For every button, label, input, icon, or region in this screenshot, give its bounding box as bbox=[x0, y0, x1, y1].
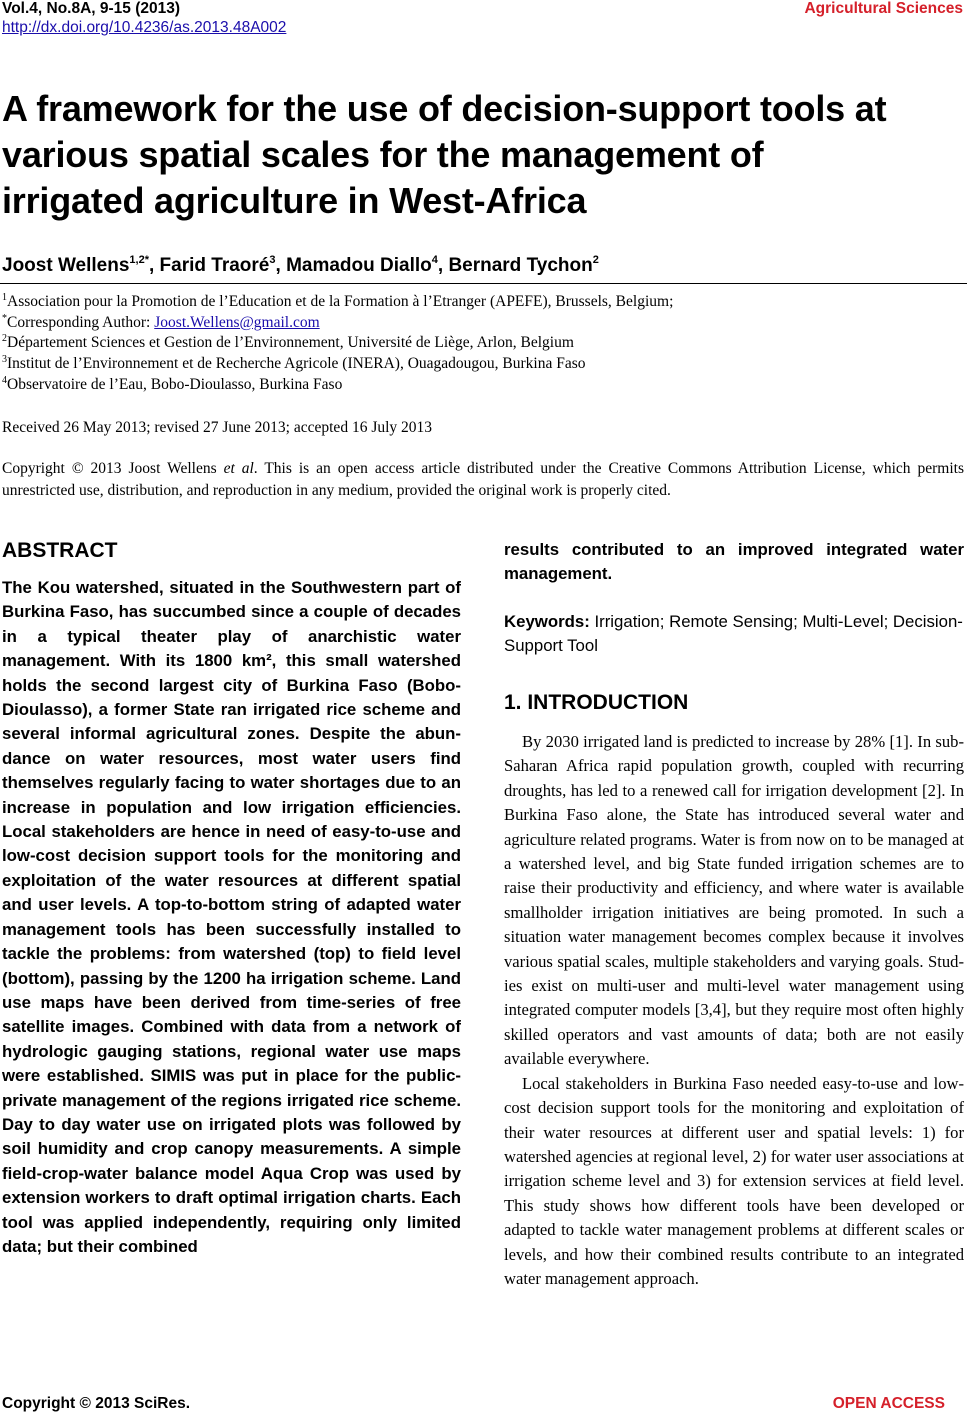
author-name: Farid Traoré bbox=[159, 255, 270, 276]
affiliation-item bbox=[2, 375, 962, 396]
affiliation-item bbox=[2, 354, 962, 375]
affiliation-text: Observatoire de l’Eau, Bobo-Dioulasso, Burkina Faso bbox=[7, 375, 343, 393]
affiliations bbox=[2, 292, 962, 396]
author-separator: , bbox=[437, 255, 449, 276]
author-separator: , bbox=[148, 255, 160, 276]
received-dates: Received 26 May 2013; revised 27 June 2013; accepted 16 July 2013 bbox=[2, 419, 433, 436]
title-line: irrigated agriculture in West-Africa bbox=[2, 180, 587, 221]
author-affiliation-mark: 1,2* bbox=[129, 254, 149, 266]
author-separator: , bbox=[275, 255, 287, 276]
author-list bbox=[2, 254, 599, 278]
author-name: Joost Wellens bbox=[2, 255, 130, 276]
author-name: Mamadou Diallo bbox=[286, 255, 432, 276]
section-heading-introduction: 1. INTRODUCTION bbox=[504, 691, 689, 714]
header-divider bbox=[0, 283, 967, 284]
affiliation-mark: 3 bbox=[2, 354, 7, 366]
affiliation-text: Corresponding Author: bbox=[7, 313, 155, 331]
affiliation-text: Institut de l’Environnement et de Recherche Agricole (INERA), Ouagadougou, Burkina Faso bbox=[7, 355, 586, 373]
affiliation-item bbox=[2, 333, 962, 354]
affiliation-mark: 2 bbox=[2, 333, 7, 345]
author-affiliation-mark: 4 bbox=[431, 254, 438, 266]
abstract-continuation: results contributed to an improved integrated water management. bbox=[504, 540, 964, 584]
affiliation-mark: 4 bbox=[2, 374, 7, 386]
corresponding-email-link[interactable]: Joost.Wellens@gmail.com bbox=[154, 313, 320, 331]
doi-link[interactable]: http://dx.doi.org/10.4236/as.2013.48A002 bbox=[2, 19, 287, 36]
affiliation-mark: * bbox=[2, 312, 7, 324]
paragraph: By 2030 irrigated land is predicted to increase by 28% [1]. In sub-Saharan Africa rapid population growth, coupled with recurring droughts, has led to a renewed call for irrigation development [2]. In Burkina Faso alone, the State has introduced several water and agriculture related programs. Water is from now on to be managed at a watershed level, and big State funded irrigation schemes are to raise their productivity and efficiency, and where water is available smallholder irrigation initiatives are being promoted. In such a situation water management becomes complex because it involves various spatial scales, multiple stakeholders and varying goals. Studies exist on multi-user and multi-level water management using integrated computer models [3,4], but they require most often highly skilled operators and vast amounts of data; both are not easily available everywhere. bbox=[504, 732, 964, 1069]
affiliation-text: Département Sciences et Gestion de l’Environnement, Université de Liège, Arlon, Belgium bbox=[7, 334, 574, 352]
affiliation-text: Association pour la Promotion de l’Education et de la Formation à l’Etranger (APEFE), Brussels, Belgium; bbox=[7, 293, 674, 310]
article-title bbox=[2, 86, 962, 224]
author-affiliation-mark: 2 bbox=[592, 254, 599, 266]
affiliation-item bbox=[2, 292, 962, 313]
copyright-text: Copyright © 2013 Joost Wellens bbox=[2, 460, 224, 477]
affiliation-item bbox=[2, 313, 962, 334]
keywords-label: Keywords: bbox=[504, 612, 590, 631]
title-line: A framework for the use of decision-support tools at bbox=[2, 88, 887, 129]
author-affiliation-mark: 3 bbox=[269, 254, 276, 266]
keywords bbox=[504, 610, 964, 659]
affiliation-mark: 1 bbox=[2, 292, 7, 303]
paragraph: Local stakeholders in Burkina Faso needed easy-to-use and low-cost decision support tools for the monitoring and exploitation of their water resources at different user and spatial levels: 1) for watershed agencies at regional level, 2) for water user associations at irrigation scheme level and 3) for extension services at field level. This study shows how different tools have been developed or adapted to tackle water management problems at different scales or levels, and how their combined results contribute to an integrated water management approach. bbox=[504, 1073, 964, 1288]
journal-reference: Vol.4, No.8A, 9-15 (2013) bbox=[2, 0, 181, 17]
abstract-body: The Kou watershed, situated in the Southwestern part of Burkina Faso, has succumbed since a couple of decades in a typical theater play of anarchistic water management. With its 1800 km², this small watershed holds the second largest city of Burkina Faso (Bobo-Dioulasso), a former State ran irrigated rice scheme and several informal agricultural zones. Despite the abundance on water resources, most water users find themselves regularly facing to water shortages due to an increase in population and low irrigation efficiencies. Local stakeholders are hence in need of easy-to-use and low-cost decision support tools for the monitoring and exploitation of the water resources at different spatial and user levels. A top-to-bottom string of adapted water management tools has been successfully installed to tackle the problems: from watershed (top) to field level (bottom), passing by the 1200 ha irrigation scheme. Land use maps have been derived from time-series of free satellite images. Combined with data from a network of hydrologic gauging stations, regional water use maps were established. SIMIS was put in place for the public-private management of the regions irrigated rice scheme. Day to day water use on irrigated plots was followed by soil humidity and crop canopy measurements. A simple field-crop-water balance model Aqua Crop was used by extension workers to draft optimal irrigation charts. Each tool was applied independently, requiring only limited data; but their combined bbox=[2, 578, 461, 1256]
introduction-body bbox=[504, 730, 964, 1291]
copyright-notice bbox=[2, 458, 964, 501]
footer-open-access: OPEN ACCESS bbox=[832, 1395, 945, 1412]
copyright-etal: et al bbox=[223, 460, 254, 477]
abstract-heading: ABSTRACT bbox=[2, 539, 118, 562]
copyright-text: . This is an open access article distributed under the Creative Commons Attribution License, which permits unrestricted use, distribution, and reproduction in any medium, provided the original work is properly cited. bbox=[2, 460, 964, 499]
footer-copyright: Copyright © 2013 SciRes. bbox=[2, 1395, 191, 1412]
title-line: various spatial scales for the management of bbox=[2, 134, 764, 175]
author-name: Bernard Tychon bbox=[448, 255, 593, 276]
journal-name: Agricultural Sciences bbox=[804, 0, 963, 17]
keywords-text: Irrigation; Remote Sensing; Multi-Level; Decision-Support Tool bbox=[504, 612, 963, 656]
